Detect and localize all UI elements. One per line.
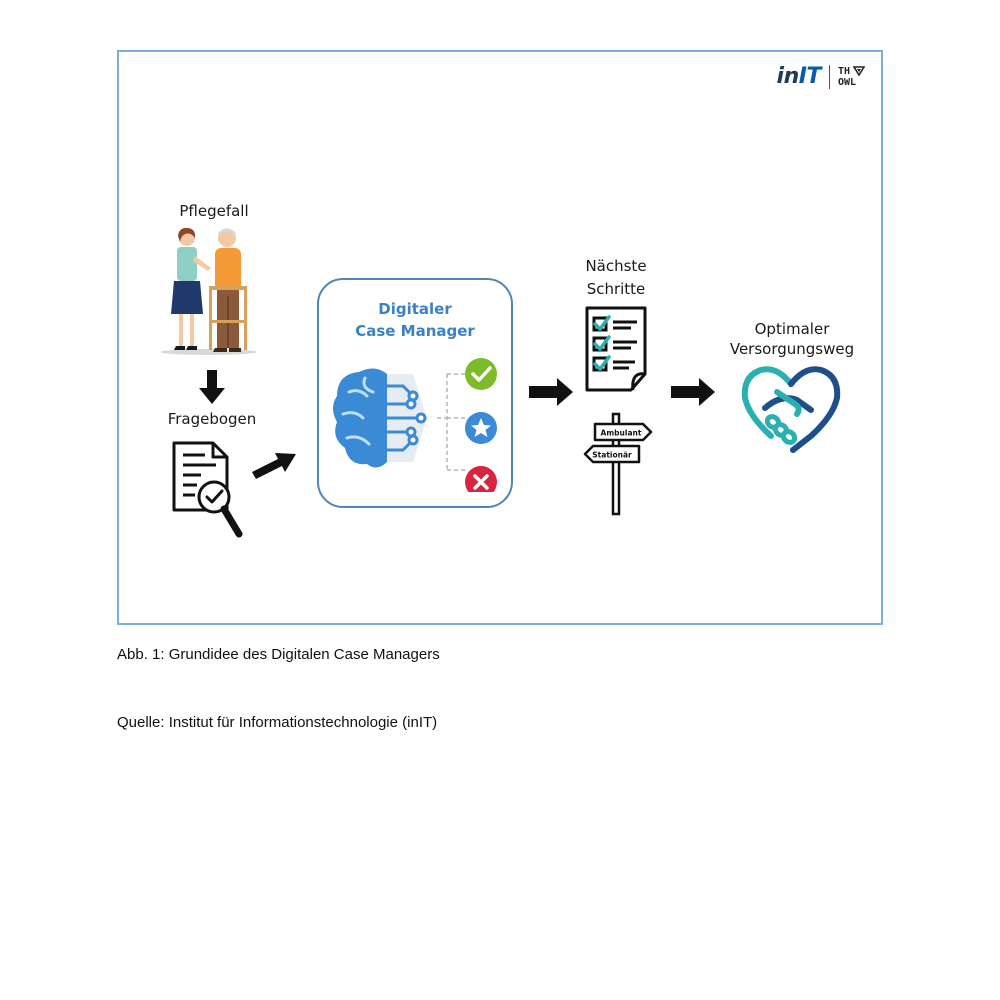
optimal-line1: Optimaler: [754, 320, 830, 338]
next-steps-line2: Schritte: [586, 280, 646, 298]
dcm-title-line1: Digitaler: [378, 300, 452, 318]
figure-caption: Abb. 1: Grundidee des Digitalen Case Managers: [117, 646, 440, 663]
digital-case-manager-box: [317, 278, 513, 508]
init-logo: inIT: [776, 64, 821, 89]
logo-divider: [829, 65, 830, 89]
questionnaire-label: Fragebogen: [167, 410, 257, 428]
arrow-right-icon: [671, 378, 715, 406]
signpost-stationaer-text: Stationär: [592, 450, 632, 460]
care-case-label: Pflegefall: [179, 202, 249, 220]
ai-brain-icon: [333, 368, 427, 467]
caregiver-elderly-illustration: [159, 224, 259, 356]
arrow-right-icon: [529, 378, 573, 406]
init-th-owl-logo: [777, 64, 865, 89]
arrow-down-icon: [199, 370, 225, 404]
dcm-title-line2: Case Manager: [355, 322, 475, 340]
signpost-ambulant-text: Ambulant: [600, 428, 642, 438]
ai-brain-decision-graphic: [327, 352, 509, 492]
checklist-icon: [585, 306, 649, 394]
figure-source: Quelle: Institut für Informationstechnologie (inIT): [117, 714, 438, 731]
th-owl-logo: TH OWL: [838, 66, 865, 88]
dcm-title: [319, 298, 511, 342]
optimal-care-path-label: [719, 319, 865, 359]
check-circle-icon: [465, 358, 497, 390]
optimal-line2: Versorgungsweg: [729, 340, 855, 358]
cross-circle-icon: [465, 466, 497, 492]
document-search-icon: [171, 440, 245, 540]
star-circle-icon: [465, 412, 497, 444]
heart-handshake-icon: [741, 364, 841, 456]
next-steps-label: [569, 255, 663, 301]
signpost-icon: [581, 410, 655, 516]
owl-triangle-icon: [853, 66, 865, 76]
next-steps-line1: Nächste: [585, 257, 647, 275]
arrow-diagonal-icon: [252, 450, 296, 484]
figure-frame: [117, 50, 883, 625]
